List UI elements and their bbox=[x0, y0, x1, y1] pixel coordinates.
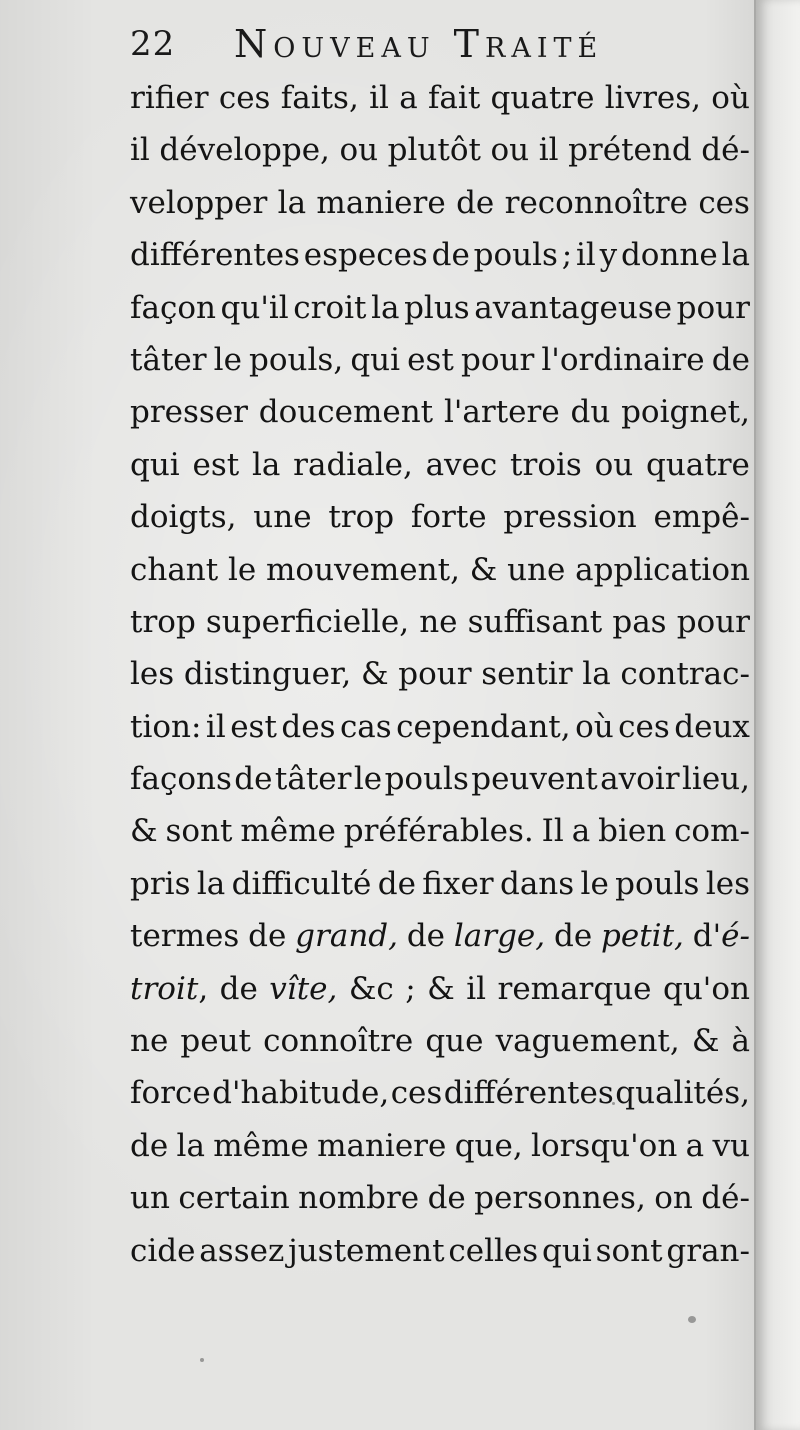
text-line bbox=[130, 648, 750, 700]
word: une bbox=[507, 551, 566, 588]
text-line bbox=[130, 805, 750, 857]
text-line bbox=[130, 1172, 750, 1224]
word: Il bbox=[541, 813, 564, 850]
word: assez bbox=[199, 1232, 285, 1269]
word: nombre bbox=[298, 1180, 420, 1217]
word: vu bbox=[712, 1127, 750, 1164]
word: avec bbox=[425, 446, 498, 483]
word: avantageuse bbox=[474, 289, 673, 326]
word: a bbox=[571, 813, 591, 850]
word: poignet, bbox=[621, 394, 750, 431]
word: pour bbox=[676, 289, 750, 326]
word: bien bbox=[598, 813, 667, 850]
word: du bbox=[570, 394, 611, 431]
word: ne bbox=[419, 603, 458, 640]
word: chant bbox=[130, 551, 219, 588]
word: ; bbox=[561, 237, 573, 274]
word: troit, bbox=[130, 970, 209, 1007]
text-line bbox=[130, 701, 750, 753]
word: suffisant bbox=[467, 603, 603, 640]
word: différentes bbox=[130, 237, 300, 274]
word: le bbox=[580, 865, 609, 902]
word: de bbox=[553, 918, 593, 955]
word: pouls bbox=[615, 865, 700, 902]
word: contrac- bbox=[620, 656, 750, 693]
word: certain bbox=[178, 1180, 290, 1217]
word: ; bbox=[405, 970, 416, 1007]
word: de bbox=[406, 918, 446, 955]
word: la bbox=[582, 656, 611, 693]
word: & bbox=[469, 551, 498, 588]
word: d'habitude, bbox=[212, 1075, 390, 1112]
text-line bbox=[130, 124, 750, 176]
word: peut bbox=[180, 1023, 252, 1060]
word: a bbox=[399, 80, 418, 116]
word: connoître bbox=[263, 1023, 414, 1060]
word: ou bbox=[490, 132, 530, 169]
word: pression bbox=[503, 499, 637, 536]
word: com- bbox=[674, 813, 750, 850]
word: pour bbox=[676, 603, 750, 640]
word: peuvent bbox=[471, 761, 598, 798]
word: avoir bbox=[600, 761, 680, 798]
word: qui bbox=[350, 341, 401, 378]
text-line bbox=[130, 910, 750, 962]
word: il bbox=[130, 132, 150, 169]
word: il bbox=[466, 970, 487, 1007]
word: il bbox=[538, 132, 559, 169]
word: de bbox=[377, 865, 416, 902]
word: distinguer, bbox=[183, 656, 352, 693]
word: préférables. bbox=[343, 813, 534, 850]
word: pour bbox=[460, 341, 535, 378]
word: où bbox=[711, 80, 750, 116]
word: cependant, bbox=[396, 708, 571, 745]
word: dans bbox=[499, 865, 575, 902]
word: qu'il bbox=[220, 289, 289, 326]
word: les bbox=[130, 656, 175, 693]
word: ou bbox=[594, 446, 634, 483]
word: force bbox=[130, 1075, 211, 1112]
word: vaguement, bbox=[495, 1023, 680, 1060]
word: on bbox=[654, 1180, 693, 1217]
word: large, bbox=[453, 918, 546, 955]
word: remarque bbox=[497, 970, 652, 1007]
word: &c bbox=[348, 970, 394, 1007]
word: reconnoître bbox=[504, 184, 688, 221]
word: qu'on bbox=[663, 970, 750, 1007]
word: doucement bbox=[258, 394, 434, 431]
word: & bbox=[691, 1023, 720, 1060]
word: même bbox=[213, 1127, 309, 1164]
word: croit bbox=[293, 289, 367, 326]
word: quatre bbox=[490, 80, 595, 116]
word: trop bbox=[130, 603, 196, 640]
word: la bbox=[721, 237, 750, 274]
word: mouvement, bbox=[266, 551, 460, 588]
text-line bbox=[130, 753, 750, 805]
word: façon bbox=[130, 289, 216, 326]
word: tâter bbox=[130, 341, 207, 378]
word: ou bbox=[339, 132, 379, 169]
word: de bbox=[234, 761, 273, 798]
word: justement bbox=[288, 1232, 445, 1269]
word: gran- bbox=[666, 1232, 750, 1269]
word: qualités, bbox=[615, 1075, 750, 1112]
word: pouls, bbox=[249, 341, 344, 378]
word: où bbox=[575, 708, 614, 745]
word: dé- bbox=[701, 132, 750, 169]
word: les bbox=[705, 865, 750, 902]
paper-speck bbox=[200, 1358, 204, 1362]
page-gutter-shadow bbox=[754, 0, 800, 1430]
word: superficielle, bbox=[205, 603, 410, 640]
word: il bbox=[205, 708, 226, 745]
text-line bbox=[130, 1015, 750, 1067]
word: ces bbox=[698, 184, 750, 221]
word: qui bbox=[130, 446, 180, 483]
word: est bbox=[192, 446, 240, 483]
word: trop bbox=[328, 499, 395, 536]
word: des bbox=[281, 708, 336, 745]
word: de bbox=[427, 1180, 466, 1217]
word: donne bbox=[620, 237, 718, 274]
text-line bbox=[130, 1120, 750, 1172]
word: la bbox=[277, 184, 307, 221]
word: maniere bbox=[317, 1127, 447, 1164]
word: de bbox=[431, 237, 470, 274]
word: que bbox=[425, 1023, 484, 1060]
text-line bbox=[130, 596, 750, 648]
word: y bbox=[599, 237, 618, 274]
word: application bbox=[575, 551, 750, 588]
word: de bbox=[219, 970, 258, 1007]
text-line bbox=[130, 229, 750, 281]
word: le bbox=[228, 551, 257, 588]
word: ces bbox=[218, 80, 271, 116]
word: doigts, bbox=[130, 499, 237, 536]
word: difficulté bbox=[231, 865, 372, 902]
word: pas bbox=[612, 603, 667, 640]
word: plus bbox=[404, 289, 470, 326]
word: faits, bbox=[280, 80, 359, 116]
word: de bbox=[248, 918, 287, 955]
word: l'artere bbox=[443, 394, 560, 431]
word: lorsqu'on bbox=[531, 1127, 678, 1164]
word: tâter bbox=[274, 761, 352, 798]
word: tion: bbox=[130, 708, 202, 745]
word: le bbox=[353, 761, 383, 798]
running-head bbox=[130, 18, 750, 70]
paper-speck bbox=[612, 1102, 615, 1105]
word: différentes bbox=[443, 1075, 614, 1112]
word: prétend bbox=[568, 132, 692, 169]
page-number: 22 bbox=[130, 24, 176, 64]
word: est bbox=[230, 708, 277, 745]
word: ces bbox=[618, 708, 670, 745]
text-line bbox=[130, 334, 750, 386]
text-line bbox=[130, 386, 750, 438]
text-line bbox=[130, 963, 750, 1015]
word: l'ordinaire bbox=[541, 341, 705, 378]
word: la bbox=[371, 289, 400, 326]
word: que, bbox=[454, 1127, 523, 1164]
word: celles bbox=[448, 1232, 539, 1269]
word: la bbox=[251, 446, 281, 483]
word: sentir bbox=[481, 656, 573, 693]
paper-speck bbox=[688, 1316, 696, 1323]
word: même bbox=[240, 813, 336, 850]
word: d'é- bbox=[692, 918, 750, 955]
body-text bbox=[130, 72, 750, 1277]
word: velopper bbox=[130, 184, 268, 221]
text-line bbox=[130, 1067, 750, 1119]
word: presser bbox=[130, 394, 248, 431]
word: trois bbox=[510, 446, 582, 483]
word: rifier bbox=[130, 80, 209, 116]
word: deux bbox=[674, 708, 750, 745]
word: especes bbox=[303, 237, 428, 274]
word: développe, bbox=[159, 132, 330, 169]
word: maniere bbox=[316, 184, 446, 221]
word: un bbox=[130, 1180, 170, 1217]
word: vîte, bbox=[269, 970, 338, 1007]
word: ces bbox=[390, 1075, 443, 1112]
word: quatre bbox=[645, 446, 750, 483]
word: empê- bbox=[653, 499, 750, 536]
word: fixer bbox=[422, 865, 494, 902]
word: pouls bbox=[384, 761, 469, 798]
word: de bbox=[130, 1127, 169, 1164]
word: cide bbox=[130, 1232, 196, 1269]
word: termes bbox=[130, 918, 240, 955]
word: une bbox=[253, 499, 312, 536]
running-head-title: Nouveau Traité bbox=[234, 22, 604, 66]
word: de bbox=[711, 341, 750, 378]
word: cas bbox=[339, 708, 392, 745]
word: à bbox=[731, 1023, 750, 1060]
word: façons bbox=[130, 761, 232, 798]
word: sont bbox=[595, 1232, 663, 1269]
word: fait bbox=[427, 80, 481, 116]
word: pouls bbox=[473, 237, 558, 274]
word: la bbox=[176, 1127, 205, 1164]
word: pris bbox=[130, 865, 191, 902]
word: de bbox=[456, 184, 495, 221]
text-line bbox=[130, 544, 750, 596]
word: livres, bbox=[604, 80, 702, 116]
word: il bbox=[575, 237, 596, 274]
word: le bbox=[213, 341, 242, 378]
word: est bbox=[407, 341, 454, 378]
word: ne bbox=[130, 1023, 169, 1060]
text-line bbox=[130, 439, 750, 491]
text-line bbox=[130, 72, 750, 124]
text-line bbox=[130, 858, 750, 910]
word: la bbox=[196, 865, 226, 902]
word: radiale, bbox=[293, 446, 413, 483]
word: & bbox=[427, 970, 455, 1007]
word: petit, bbox=[601, 918, 684, 955]
word: dé- bbox=[701, 1180, 750, 1217]
text-line bbox=[130, 1225, 750, 1277]
text-line bbox=[130, 177, 750, 229]
word: a bbox=[685, 1127, 705, 1164]
word: plutôt bbox=[387, 132, 481, 169]
word: qui bbox=[542, 1232, 592, 1269]
text-line bbox=[130, 491, 750, 543]
text-line bbox=[130, 282, 750, 334]
word: grand, bbox=[295, 918, 398, 955]
word: pour bbox=[398, 656, 472, 693]
word: & bbox=[130, 813, 158, 850]
word: sont bbox=[165, 813, 233, 850]
word: & bbox=[360, 656, 389, 693]
word: lieu, bbox=[681, 761, 750, 798]
word: personnes, bbox=[474, 1180, 646, 1217]
word: forte bbox=[410, 499, 487, 536]
word: il bbox=[369, 80, 389, 116]
